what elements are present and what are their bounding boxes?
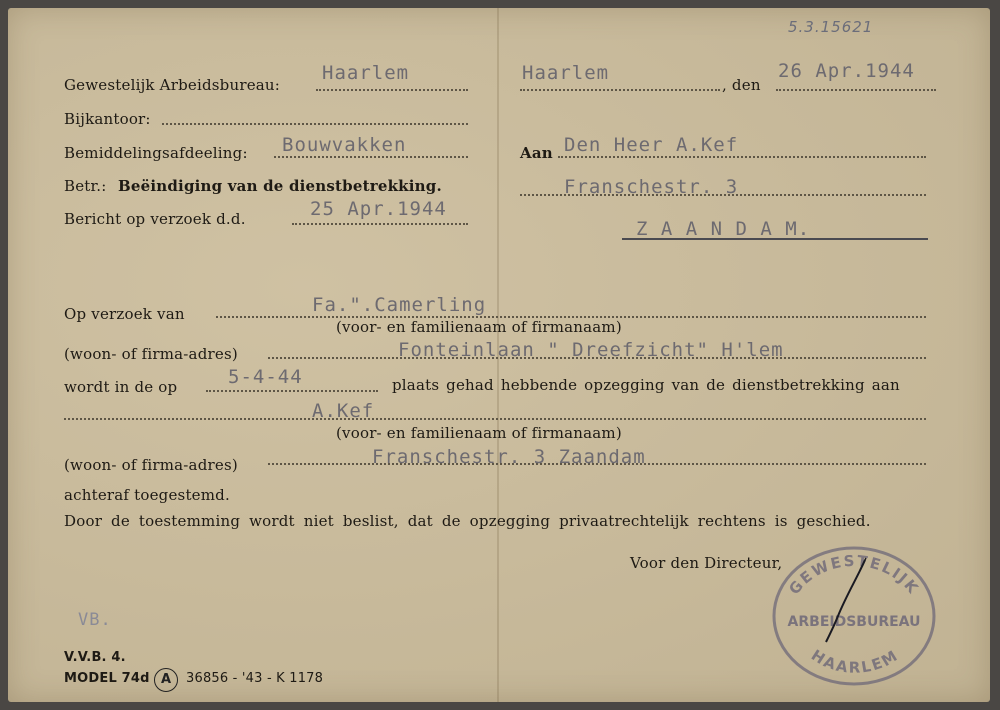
signature-mark xyxy=(820,556,870,646)
name-caption-1: (voor- en familienaam of firmanaam) xyxy=(336,318,622,336)
print-code: 36856 - '43 - K 1178 xyxy=(186,671,324,686)
consent-text: achteraf toegestemd. xyxy=(64,486,230,504)
initials: VB. xyxy=(78,610,112,630)
requester-value: Fa.".Camerling xyxy=(312,294,487,316)
department-dots xyxy=(274,156,468,158)
addressee-label: Aan xyxy=(520,144,553,162)
addressee-dots-1 xyxy=(558,156,926,158)
place-dots xyxy=(520,89,720,91)
addressee-street: Franschestr. 3 xyxy=(564,176,739,198)
form-code: V.V.B. 4. xyxy=(64,650,126,665)
address-label-1: (woon- of firma-adres) xyxy=(64,345,238,363)
bureau-value: Haarlem xyxy=(322,62,410,84)
employee-address: Franschestr. 3 Zaandam xyxy=(372,446,646,468)
bureau-label: Gewestelijk Arbeidsbureau: xyxy=(64,76,281,94)
continuation-text: plaats gehad hebbende opzegging van de dienstbetrekking aan xyxy=(392,376,900,394)
model-number: MODEL 74d xyxy=(64,671,150,686)
city-underline xyxy=(622,238,928,240)
date-prefix: , den xyxy=(722,76,761,94)
archive-number: 5.3.15621 xyxy=(788,18,874,36)
request-value: 25 Apr.1944 xyxy=(310,198,447,220)
on-request-label: Op verzoek van xyxy=(64,305,185,323)
svg-text:HAARLEM: HAARLEM xyxy=(807,645,903,677)
in-the-label: wordt in de op xyxy=(64,378,178,396)
branch-dots xyxy=(162,123,468,125)
bureau-dots xyxy=(316,89,468,91)
employee-value: A.Kef xyxy=(312,400,375,422)
subject-label: Betr.: xyxy=(64,177,107,195)
svg-text:GEWESTELIJK: GEWESTELIJK xyxy=(785,551,923,599)
signature-label: Voor den Directeur, xyxy=(630,554,783,572)
disclaimer-text: Door de toestemming wordt niet beslist, dat de opzegging privaatrechtelijk rechtens is geschied. xyxy=(64,512,871,530)
dismissal-date-dots xyxy=(206,390,378,392)
branch-label: Bijkantoor: xyxy=(64,110,151,128)
subject-value: Beëindiging van de dienstbetrekking. xyxy=(118,177,442,195)
address-label-2: (woon- of firma-adres) xyxy=(64,456,238,474)
addressee-city: Z A A N D A M. xyxy=(636,218,811,240)
department-value: Bouwvakken xyxy=(282,134,407,156)
requester-address: Fonteinlaan " Dreefzicht" H'lem xyxy=(398,339,784,361)
date-dots xyxy=(776,89,936,91)
employee-dots xyxy=(64,418,926,420)
name-caption-2: (voor- en familienaam of firmanaam) xyxy=(336,424,622,442)
request-dots xyxy=(292,223,468,225)
addressee-dots-2 xyxy=(520,194,926,196)
date-value: 26 Apr.1944 xyxy=(778,60,915,82)
request-label: Bericht op verzoek d.d. xyxy=(64,210,246,228)
department-label: Bemiddelingsafdeeling: xyxy=(64,144,248,162)
addressee-name: Den Heer A.Kef xyxy=(564,134,739,156)
svg-text:ARBEIDSBUREAU: ARBEIDSBUREAU xyxy=(787,614,921,630)
dismissal-date: 5-4-44 xyxy=(228,366,303,388)
printer-mark: A xyxy=(154,668,178,692)
place-value: Haarlem xyxy=(522,62,610,84)
